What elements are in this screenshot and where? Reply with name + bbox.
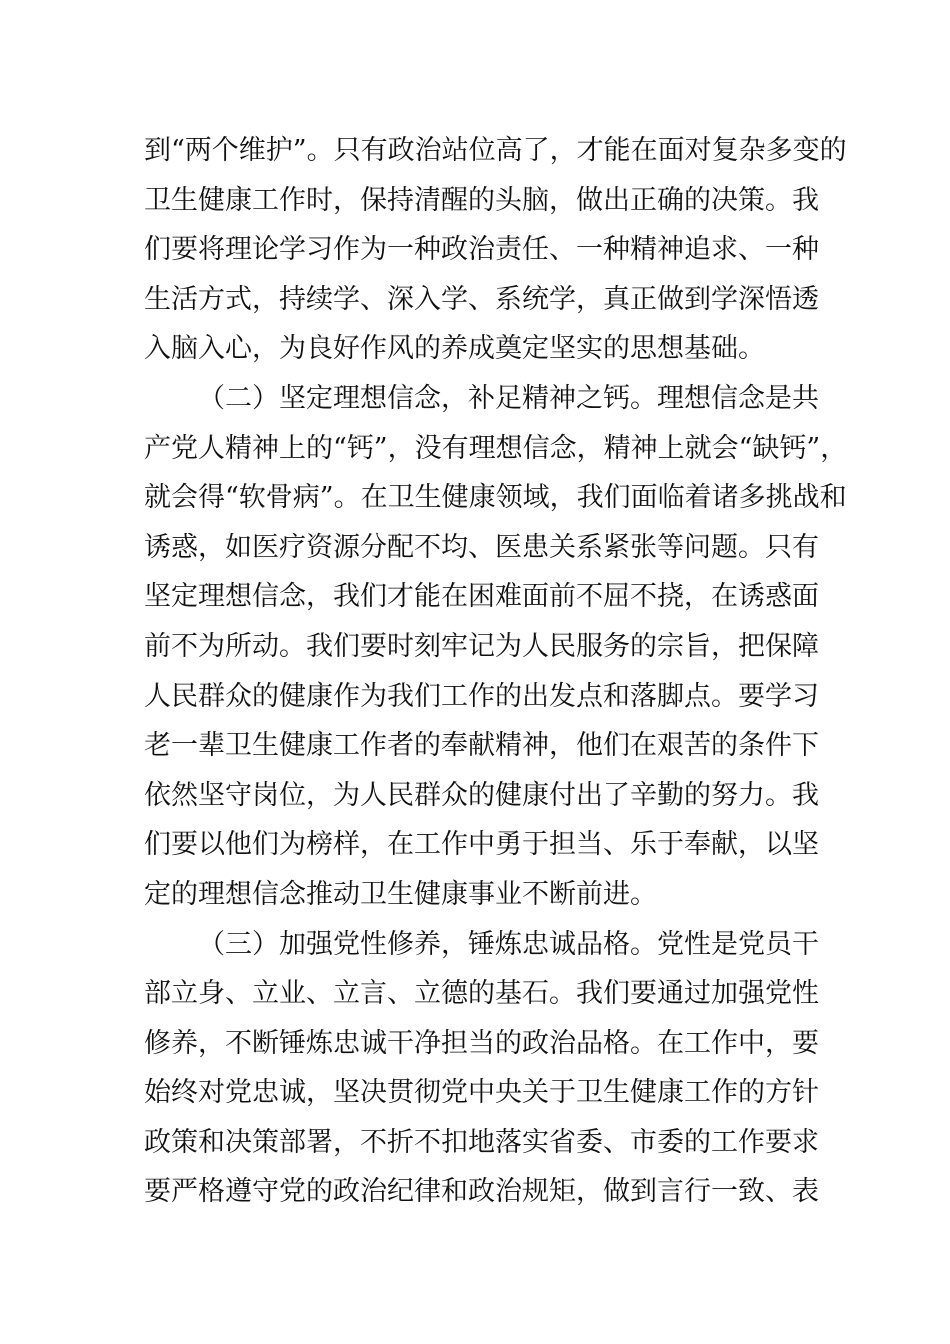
text-line: 要严格遵守党的政治纪律和政治规矩，做到言行一致、表: [144, 1176, 819, 1208]
text-line: 定的理想信念推动卫生健康事业不断前进。: [144, 878, 657, 910]
text-line: 入脑入心，为良好作风的养成奠定坚实的思想基础。: [144, 333, 765, 365]
text-line: 始终对党忠诚，坚决贯彻党中央关于卫生健康工作的方针: [144, 1077, 819, 1109]
paragraph-heading-line: （三）加强党性修养，锤炼忠诚品格。党性是党员干: [198, 928, 819, 960]
text-line: 们要将理论学习作为一种政治责任、一种精神追求、一种: [144, 234, 819, 266]
text-line: 卫生健康工作时，保持清醒的头脑，做出正确的决策。我: [144, 184, 819, 216]
text-line: 坚定理想信念，我们才能在困难面前不屈不挠，在诱惑面: [144, 581, 819, 613]
text-line: 产党人精神上的“钙”，没有理想信念，精神上就会“缺钙”，: [144, 432, 848, 464]
text-line: 修养，不断锤炼忠诚干净担当的政治品格。在工作中，要: [144, 1027, 819, 1059]
paragraph-heading-line: （二）坚定理想信念，补足精神之钙。理想信念是共: [198, 382, 819, 414]
text-line: 前不为所动。我们要时刻牢记为人民服务的宗旨，把保障: [144, 630, 819, 662]
text-line: 人民群众的健康作为我们工作的出发点和落脚点。要学习: [144, 680, 819, 712]
text-line: 们要以他们为榜样，在工作中勇于担当、乐于奉献，以坚: [144, 829, 819, 861]
text-line: 政策和决策部署，不折不扣地落实省委、市委的工作要求: [144, 1126, 819, 1158]
text-line: 生活方式，持续学、深入学、系统学，真正做到学深悟透: [144, 283, 819, 315]
text-line: 诱惑，如医疗资源分配不均、医患关系紧张等问题。只有: [144, 531, 819, 563]
text-line: 老一辈卫生健康工作者的奉献精神，他们在艰苦的条件下: [144, 730, 819, 762]
text-line: 就会得“软骨病”。在卫生健康领域，我们面临着诸多挑战和: [144, 482, 847, 514]
text-line: 到“两个维护”。只有政治站位高了，才能在面对复杂多变的: [144, 135, 847, 166]
text-line: 依然坚守岗位，为人民群众的健康付出了辛勤的努力。我: [144, 779, 819, 811]
document-body: [144, 126, 848, 1217]
text-line: 部立身、立业、立言、立德的基石。我们要通过加强党性: [144, 978, 819, 1010]
